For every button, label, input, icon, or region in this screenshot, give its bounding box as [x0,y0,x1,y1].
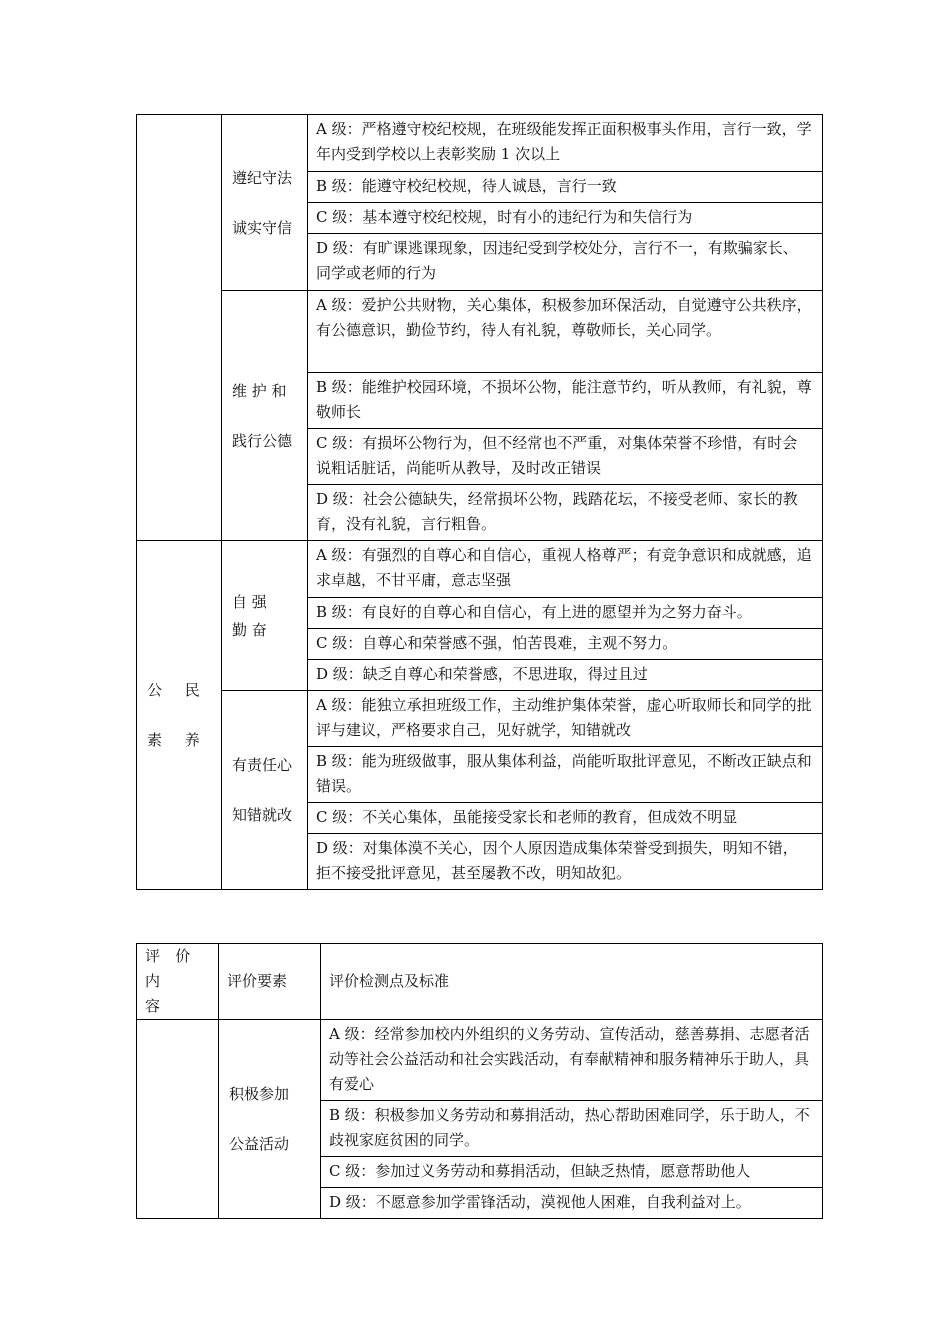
item-name-line: 公益活动 [229,1135,290,1153]
evaluation-table-1 [136,114,823,890]
criteria-cell: D 级：社会公德缺失，经常损坏公物，践踏花坛，不接受老师、家长的教育，没有礼貌，言行粗鲁。 [308,485,823,541]
criteria-cell: A 级：爱护公共财物，关心集体，积极参加环保活动，自觉遵守公共秩序，有公德意识，勤俭节约，待人有礼貌，尊敬师长，关心同学。 [308,291,823,373]
header-criteria: 评价检测点及标准 [321,944,823,1020]
evaluation-table-2 [136,943,823,1219]
criteria-cell: C 级：不关心集体，虽能接受家长和老师的教育，但成效不明显 [308,803,823,834]
item-name-line: 勤 奋 [232,620,267,639]
item-name-line: 有责任心 [232,756,293,774]
item-name-line: 诚实守信 [232,218,293,237]
criteria-cell: B 级：能为班级做事，服从集体利益，尚能听取批评意见，不断改正缺点和错误。 [308,747,823,803]
criteria-cell: A 级：有强烈的自尊心和自信心，重视人格尊严；有竞争意识和成就感，追求卓越，不甘平庸，意志坚强 [308,541,823,598]
category-cell [137,1020,219,1219]
item-cell [222,691,308,890]
criteria-cell: B 级：能遵守校纪校规，待人诚恳，言行一致 [308,172,823,203]
criteria-cell: D 级：不愿意参加学雷锋活动，漠视他人困难，自我利益对上。 [321,1188,823,1219]
item-name-line: 践行公德 [232,431,293,450]
criteria-cell: C 级：基本遵守校纪校规，时有小的违纪行为和失信行为 [308,203,823,234]
criteria-cell: A 级：经常参加校内外组织的义务劳动、宣传活动，慈善募捐、志愿者活动等社会公益活动和社会实践活动，有奉献精神和服务精神乐于助人，具有爱心 [321,1020,823,1101]
header-evaluation-element: 评价要素 [219,944,321,1020]
criteria-cell: B 级：有良好的自尊心和自信心，有上进的愿望并为之努力奋斗。 [308,598,823,629]
item-name-line: 遵纪守法 [232,168,293,187]
header-evaluation-content: 评 价 内 容 [137,944,219,1020]
criteria-cell: D 级：缺乏自尊心和荣誉感，不思进取，得过且过 [308,660,823,691]
criteria-cell: B 级：积极参加义务劳动和募捐活动，热心帮助困难同学，乐于助人，不歧视家庭贫困的同学。 [321,1101,823,1157]
item-name-line: 维 护 和 [232,381,287,400]
criteria-cell: D 级：有旷课逃课现象，因违纪受到学校处分，言行不一，有欺骗家长、同学或老师的行为 [308,234,823,291]
criteria-cell: D 级：对集体漠不关心，因个人原因造成集体荣誉受到损失，明知不错，拒不接受批评意见，甚至屡教不改，明知故犯。 [308,834,823,890]
category-cell [137,115,222,541]
criteria-cell: C 级：参加过义务劳动和募捐活动，但缺乏热情，愿意帮助他人 [321,1157,823,1188]
criteria-cell: C 级：有损坏公物行为，但不经常也不严重，对集体荣誉不珍惜，有时会说粗话脏话，尚能听从教导，及时改正错误 [308,429,823,485]
category-cell-civic: 公 民 素 养 [137,541,222,890]
criteria-cell: A 级：严格遵守校纪校规，在班级能发挥正面积极事头作用，言行一致，学年内受到学校以上表彰奖励 1 次以上 [308,115,823,172]
item-name-line: 积极参加 [229,1085,290,1103]
item-cell [222,291,308,541]
item-cell [222,541,308,691]
item-name-line: 自 强 [232,592,267,611]
item-name-line: 知错就改 [232,806,293,824]
criteria-cell: B 级：能维护校园环境，不损坏公物，能注意节约，听从教师，有礼貌，尊敬师长 [308,373,823,429]
criteria-cell: A 级：能独立承担班级工作，主动维护集体荣誉，虚心听取师长和同学的批评与建议，严格要求自己，见好就学，知错就改 [308,691,823,747]
item-cell [219,1020,321,1219]
item-cell [222,115,308,291]
criteria-cell: C 级：自尊心和荣誉感不强，怕苦畏难，主观不努力。 [308,629,823,660]
